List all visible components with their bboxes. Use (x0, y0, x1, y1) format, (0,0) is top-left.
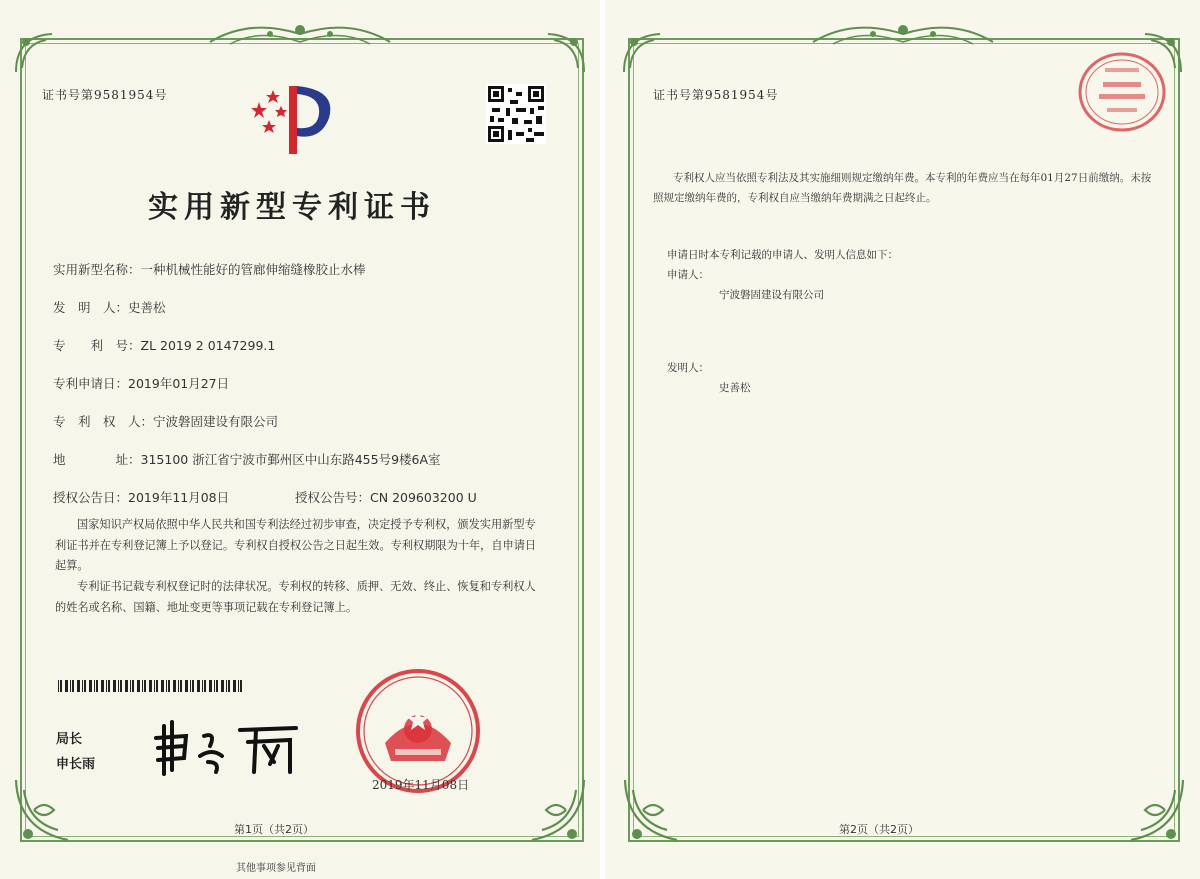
signer-title: 局长 (56, 732, 83, 747)
page-border (628, 38, 1180, 842)
qr-code-icon (486, 84, 546, 144)
field-label: 专 利 权 人： (53, 414, 154, 429)
field-inventor (53, 298, 166, 316)
corner-ornament-top-right (540, 28, 588, 76)
certificate-page-2 (605, 0, 1200, 879)
corner-ornament-top-left (620, 28, 668, 76)
field-patent-number (53, 336, 275, 354)
seal-date: 2019年11月08日 (372, 778, 470, 792)
field-value: CN 209603200 U (370, 490, 477, 505)
annual-fee-paragraph: 专利权人应当依照专利法及其实施细则规定缴纳年费。本专利的年费应当在每年01月27日前缴纳。未按照规定缴纳年费的，专利权自应当缴纳年费期满之日起终止。 (653, 172, 1152, 204)
field-value: 2019年01月27日 (128, 376, 230, 391)
page-label: 第2页（共2页） (839, 823, 919, 836)
inventor-label: 发明人： (667, 362, 709, 374)
inventor-value: 史善松 (719, 382, 751, 394)
field-value: 315100 浙江省宁波市鄞州区中山东路455号9楼6A室 (140, 452, 441, 467)
corner-ornament-top-left (12, 28, 60, 76)
field-label: 实用新型名称： (53, 262, 141, 277)
field-label: 授权公告号： (295, 490, 371, 505)
patent-office-logo-icon (245, 78, 345, 158)
applicant-value: 宁波磐固建设有限公司 (719, 289, 824, 301)
field-label: 授权公告日： (53, 490, 129, 505)
barcode-icon (58, 680, 248, 692)
field-label: 专利申请日： (53, 376, 129, 391)
field-value: 2019年11月08日 (128, 490, 230, 505)
field-label: 发 明 人： (53, 300, 129, 315)
field-utility-model-name (53, 260, 366, 278)
stamp-duty-seal (1075, 48, 1175, 138)
info-header: 申请日时本专利记载的申请人、发明人信息如下： (667, 249, 898, 261)
field-value: 史善松 (128, 300, 166, 315)
field-grant-date (53, 488, 229, 506)
footer-note: 其他事项参见背面 (236, 863, 316, 874)
field-address (53, 450, 441, 468)
grant-statement-paragraph: 国家知识产权局依照中华人民共和国专利法经过初步审查，决定授予专利权，颁发实用新型专利证书并在专利登记簿上予以登记。专利权自授权公告之日起生效。专利权期限为十年，自申请日起算。 (55, 518, 537, 572)
corner-ornament-bottom-right (522, 770, 592, 850)
field-patentee (53, 412, 278, 430)
top-center-ornament (200, 14, 400, 54)
signer-name: 申长雨 (56, 757, 96, 772)
certificate-number: 证书号第9581954号 (42, 88, 168, 102)
field-label: 专 利 号： (53, 338, 141, 353)
corner-ornament-bottom-left (8, 770, 78, 850)
handwritten-signature (150, 712, 310, 782)
certificate-title: 实用新型专利证书 (148, 190, 436, 225)
page-label: 第1页（共2页） (234, 823, 314, 836)
applicant-label: 申请人： (667, 269, 709, 281)
field-label: 地 址： (53, 452, 141, 467)
field-grant-number (295, 488, 477, 506)
field-application-date (53, 374, 229, 392)
field-value: 一种机械性能好的管廊伸缩缝橡胶止水棒 (140, 262, 366, 277)
field-value: ZL 2019 2 0147299.1 (140, 338, 276, 353)
certificate-number: 证书号第9581954号 (653, 88, 779, 102)
top-center-ornament (803, 14, 1003, 54)
field-value: 宁波磐固建设有限公司 (153, 414, 279, 429)
corner-ornament-bottom-left (617, 770, 687, 850)
corner-ornament-bottom-right (1121, 770, 1191, 850)
legal-status-paragraph: 专利证书记载专利权登记时的法律状况。专利权的转移、质押、无效、终止、恢复和专利权人的姓名或名称、国籍、地址变更等事项记载在专利登记簿上。 (55, 580, 536, 614)
